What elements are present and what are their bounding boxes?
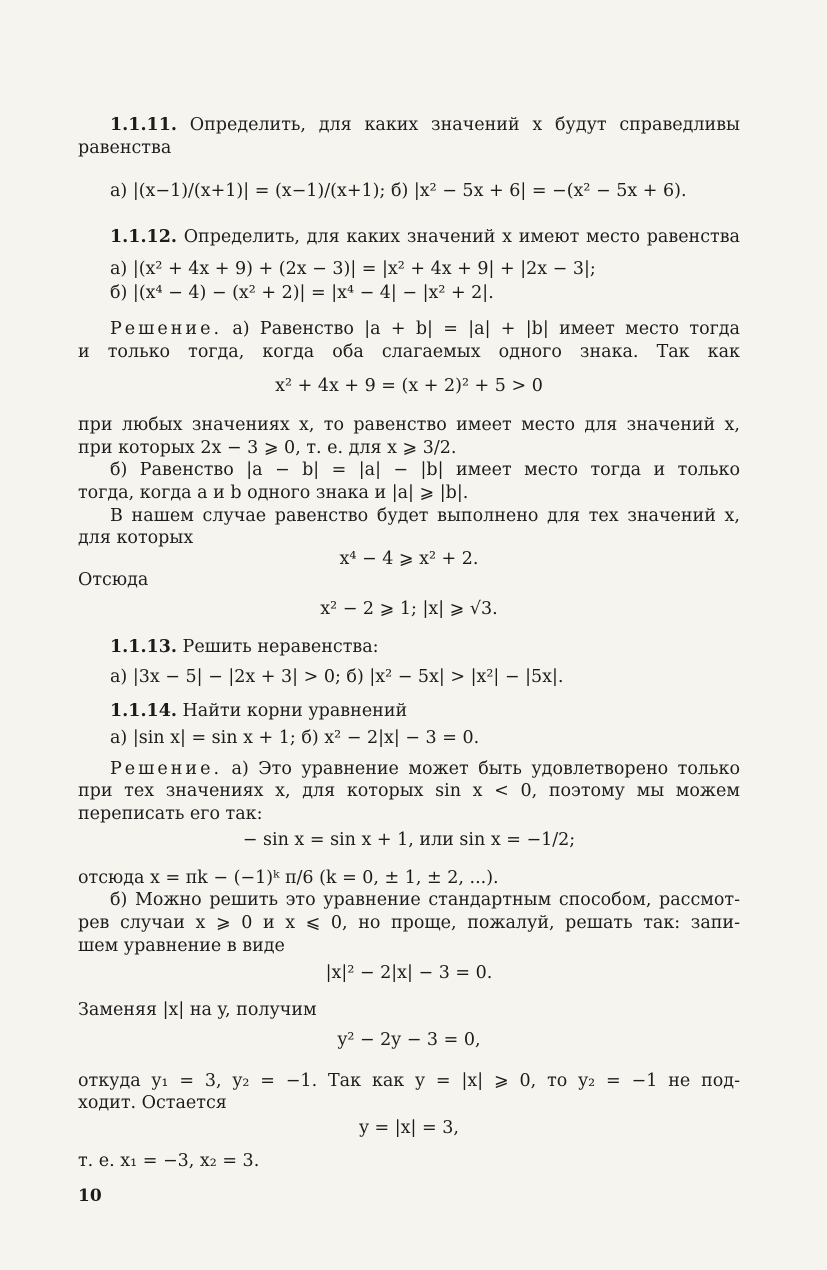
solution-2-line-7: шем уравнение в виде [78, 936, 285, 956]
solution-1-formula-3: x² − 2 ⩾ 1; |x| ⩾ √3. [320, 599, 498, 619]
solution-2-line-4: отсюда x = πk − (−1)ᵏ π/6 (k = 0, ± 1, ± 2, ...). [78, 868, 499, 888]
problem-number: 1.1.11. [110, 115, 177, 135]
problem-1-1-14-equations: а) |sin x| = sin x + 1; б) x² − 2|x| − 3 = 0. [110, 728, 480, 748]
solution-2-line-5: б) Можно решить это уравнение стандартным способом, рассмот- [110, 890, 740, 910]
solution-1-line-5: б) Равенство |a − b| = |a| − |b| имеет место тогда и только [110, 460, 740, 480]
solution-1-line-8: для которых [78, 528, 194, 548]
problem-1-1-11-equations: а) |(x−1)/(x+1)| = (x−1)/(x+1); б) |x² − 5x + 6| = −(x² − 5x + 6). [110, 181, 687, 201]
problem-1-1-12-eq-b: б) |(x⁴ − 4) − (x² + 2)| = |x⁴ − 4| − |x² + 2|. [110, 283, 494, 303]
solution-1-line-1 [110, 318, 740, 340]
problem-1-1-11-line-2: равенства [78, 138, 172, 158]
solution-1-line-4: при которых 2x − 3 ⩾ 0, т. е. для x ⩾ 3/2. [78, 438, 457, 458]
solution-1-line-3: при любых значениях x, то равенство имеет место для значений x, [78, 415, 740, 435]
solution-2-formula-2: |x|² − 2|x| − 3 = 0. [325, 963, 493, 983]
page-number: 10 [78, 1186, 102, 1206]
solution-2-line-9: откуда y₁ = 3, y₂ = −1. Так как y = |x| ⩾ 0, то y₂ = −1 не под- [78, 1071, 740, 1091]
solution-2-line-11: т. е. x₁ = −3, x₂ = 3. [78, 1151, 260, 1171]
solution-1-formula-1: x² + 4x + 9 = (x + 2)² + 5 > 0 [275, 376, 543, 396]
problem-number: 1.1.13. [110, 637, 177, 657]
problem-1-1-14-line-1 [110, 700, 740, 722]
solution-2-formula-1: − sin x = sin x + 1, или sin x = −1/2; [242, 830, 576, 850]
solution-heading: Решение. [110, 759, 223, 779]
solution-2-line-2: при тех значениях x, для которых sin x < 0, поэтому мы можем [78, 781, 740, 801]
problem-text: Определить, для каких значений x имеют место равенства [176, 227, 740, 247]
solution-text: а) Это уравнение может быть удовлетворено только [222, 759, 740, 779]
solution-2-line-1 [110, 758, 740, 780]
solution-2-line-6: рев случаи x ⩾ 0 и x ⩽ 0, но проще, пожалуй, решать так: запи- [78, 913, 740, 933]
solution-heading: Решение. [110, 319, 223, 339]
problem-1-1-11-line-1 [110, 114, 740, 136]
solution-1-line-9: Отсюда [78, 570, 149, 590]
solution-1-line-6: тогда, когда a и b одного знака и |a| ⩾ |b|. [78, 483, 469, 503]
problem-1-1-12-line-1 [110, 226, 740, 248]
problem-number: 1.1.14. [110, 701, 177, 721]
solution-1-line-2: и только тогда, когда оба слагаемых одного знака. Так как [78, 342, 740, 362]
solution-2-formula-4: y = |x| = 3, [359, 1118, 459, 1138]
problem-text: Определить, для каких значений x будут справедливы [176, 115, 740, 135]
solution-1-formula-2: x⁴ − 4 ⩾ x² + 2. [339, 549, 479, 569]
problem-text: Решить неравенства: [176, 637, 379, 657]
problem-1-1-13-line-1 [110, 636, 740, 658]
problem-1-1-13-equations: а) |3x − 5| − |2x + 3| > 0; б) |x² − 5x| > |x²| − |5x|. [110, 667, 564, 687]
solution-1-line-7: В нашем случае равенство будет выполнено для тех значений x, [110, 506, 740, 526]
problem-1-1-12-eq-a: а) |(x² + 4x + 9) + (2x − 3)| = |x² + 4x + 9| + |2x − 3|; [110, 259, 596, 279]
solution-2-line-8: Заменяя |x| на y, получим [78, 1000, 317, 1020]
problem-number: 1.1.12. [110, 227, 177, 247]
solution-text: а) Равенство |a + b| = |a| + |b| имеет место тогда [222, 319, 740, 339]
solution-2-line-10: ходит. Остается [78, 1093, 227, 1113]
solution-2-line-3: переписать его так: [78, 804, 263, 824]
problem-text: Найти корни уравнений [176, 701, 408, 721]
solution-2-formula-3: y² − 2y − 3 = 0, [337, 1030, 481, 1050]
